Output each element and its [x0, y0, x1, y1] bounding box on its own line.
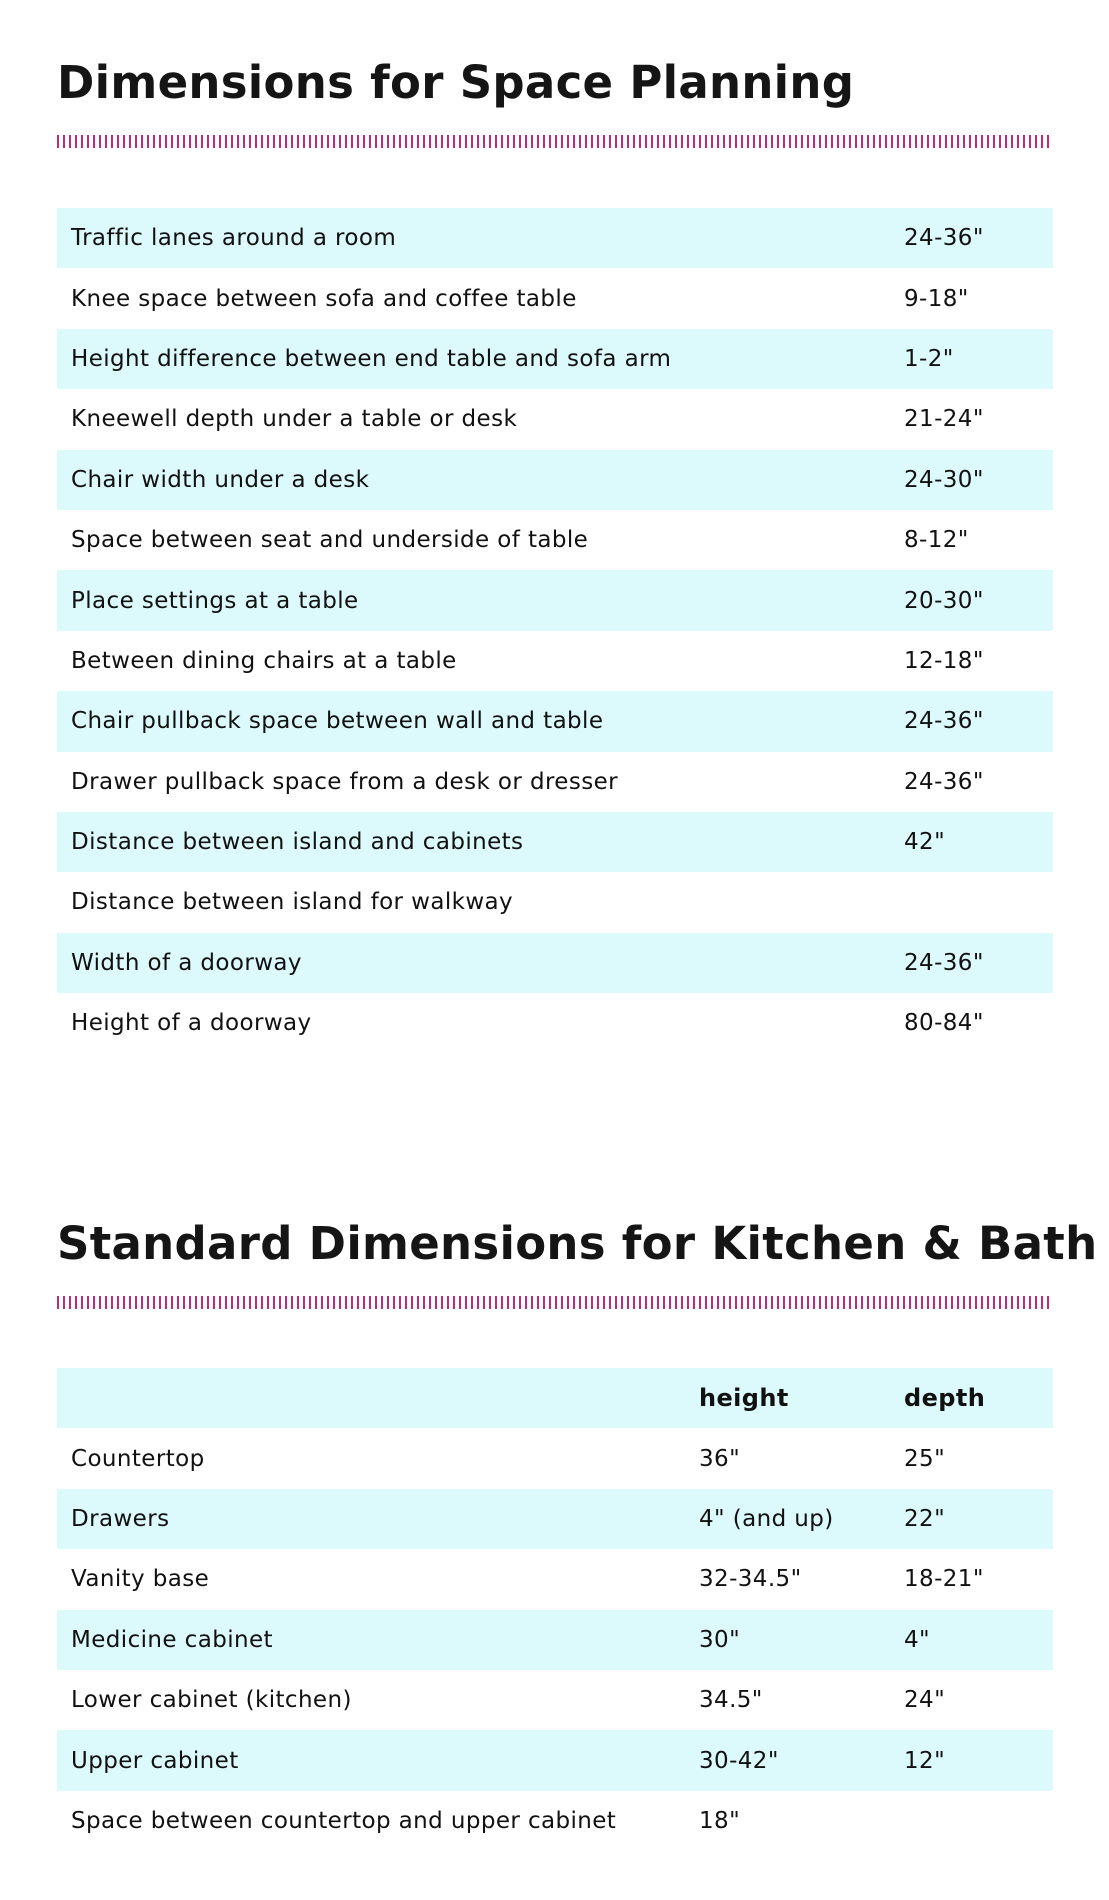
row-depth: 24"	[904, 1687, 946, 1714]
row-height: 34.5"	[699, 1687, 763, 1714]
row-value: 24-36"	[904, 708, 984, 735]
row-value: 1-2"	[904, 345, 954, 372]
row-label: Vanity base	[71, 1566, 210, 1593]
row-height: 32-34.5"	[699, 1566, 802, 1593]
row-value: 24-36"	[904, 949, 984, 976]
kitchen-bath-section	[57, 1217, 1098, 1851]
row-label: Traffic lanes around a room	[71, 225, 397, 252]
kitchen-bath-table	[57, 1368, 1053, 1851]
row-value: 12-18"	[904, 647, 984, 674]
table-row	[57, 872, 1053, 932]
table-row	[57, 812, 1053, 872]
row-height: 4" (and up)	[699, 1505, 834, 1532]
table-row	[57, 329, 1053, 389]
row-label: Lower cabinet (kitchen)	[71, 1687, 352, 1714]
row-height: 30"	[699, 1626, 741, 1653]
row-depth: 22"	[904, 1505, 946, 1532]
row-value: 9-18"	[904, 285, 969, 312]
table-row	[57, 268, 1053, 328]
kitchen-bath-title: Standard Dimensions for Kitchen & Bath	[57, 1217, 1098, 1270]
row-label: Height difference between end table and sofa arm	[71, 345, 672, 372]
table-row	[57, 510, 1053, 570]
row-value: 24-36"	[904, 768, 984, 795]
row-value: 24-36"	[904, 225, 984, 252]
table-row	[57, 691, 1053, 751]
space-planning-section	[57, 56, 1053, 1053]
row-label: Upper cabinet	[71, 1747, 239, 1774]
row-label: Space between seat and underside of table	[71, 527, 589, 554]
depth-column-header: depth	[904, 1384, 986, 1413]
row-label: Medicine cabinet	[71, 1626, 273, 1653]
row-label: Space between countertop and upper cabinet	[71, 1807, 617, 1834]
row-height: 36"	[699, 1445, 741, 1472]
row-label: Distance between island and cabinets	[71, 829, 524, 856]
row-depth: 25"	[904, 1445, 946, 1472]
row-label: Knee space between sofa and coffee table	[71, 285, 577, 312]
row-value: 24-30"	[904, 466, 984, 493]
table-row	[57, 1730, 1053, 1790]
row-label: Distance between island for walkway	[71, 889, 514, 916]
row-label: Drawers	[71, 1505, 170, 1532]
row-label: Place settings at a table	[71, 587, 359, 614]
table-row	[57, 993, 1053, 1053]
table-row	[57, 1489, 1053, 1549]
space-planning-table	[57, 208, 1053, 1053]
table-row	[57, 389, 1053, 449]
row-height: 30-42"	[699, 1747, 779, 1774]
table-row	[57, 631, 1053, 691]
row-depth: 12"	[904, 1747, 946, 1774]
row-label: Width of a doorway	[71, 949, 302, 976]
row-label: Between dining chairs at a table	[71, 647, 457, 674]
row-label: Countertop	[71, 1445, 205, 1472]
table-row	[57, 1610, 1053, 1670]
row-label: Chair width under a desk	[71, 466, 370, 493]
row-value: 80-84"	[904, 1010, 984, 1037]
row-label: Kneewell depth under a table or desk	[71, 406, 518, 433]
row-height: 18"	[699, 1807, 741, 1834]
row-label: Chair pullback space between wall and table	[71, 708, 604, 735]
table-row	[57, 1670, 1053, 1730]
table-row	[57, 570, 1053, 630]
table-row	[57, 752, 1053, 812]
table-row	[57, 450, 1053, 510]
table-row	[57, 1791, 1053, 1851]
row-label: Drawer pullback space from a desk or dresser	[71, 768, 619, 795]
space-planning-title: Dimensions for Space Planning	[57, 56, 855, 109]
row-depth: 4"	[904, 1626, 931, 1653]
table-header-row	[57, 1368, 1053, 1428]
row-label: Height of a doorway	[71, 1010, 312, 1037]
title-divider	[57, 1296, 1053, 1309]
table-row	[57, 208, 1053, 268]
row-value: 21-24"	[904, 406, 984, 433]
row-depth: 18-21"	[904, 1566, 984, 1593]
height-column-header: height	[699, 1384, 789, 1413]
table-row	[57, 1549, 1053, 1609]
table-row	[57, 933, 1053, 993]
row-value: 8-12"	[904, 527, 969, 554]
row-value: 20-30"	[904, 587, 984, 614]
table-row	[57, 1428, 1053, 1488]
row-value: 42"	[904, 829, 946, 856]
title-divider	[57, 135, 1053, 148]
